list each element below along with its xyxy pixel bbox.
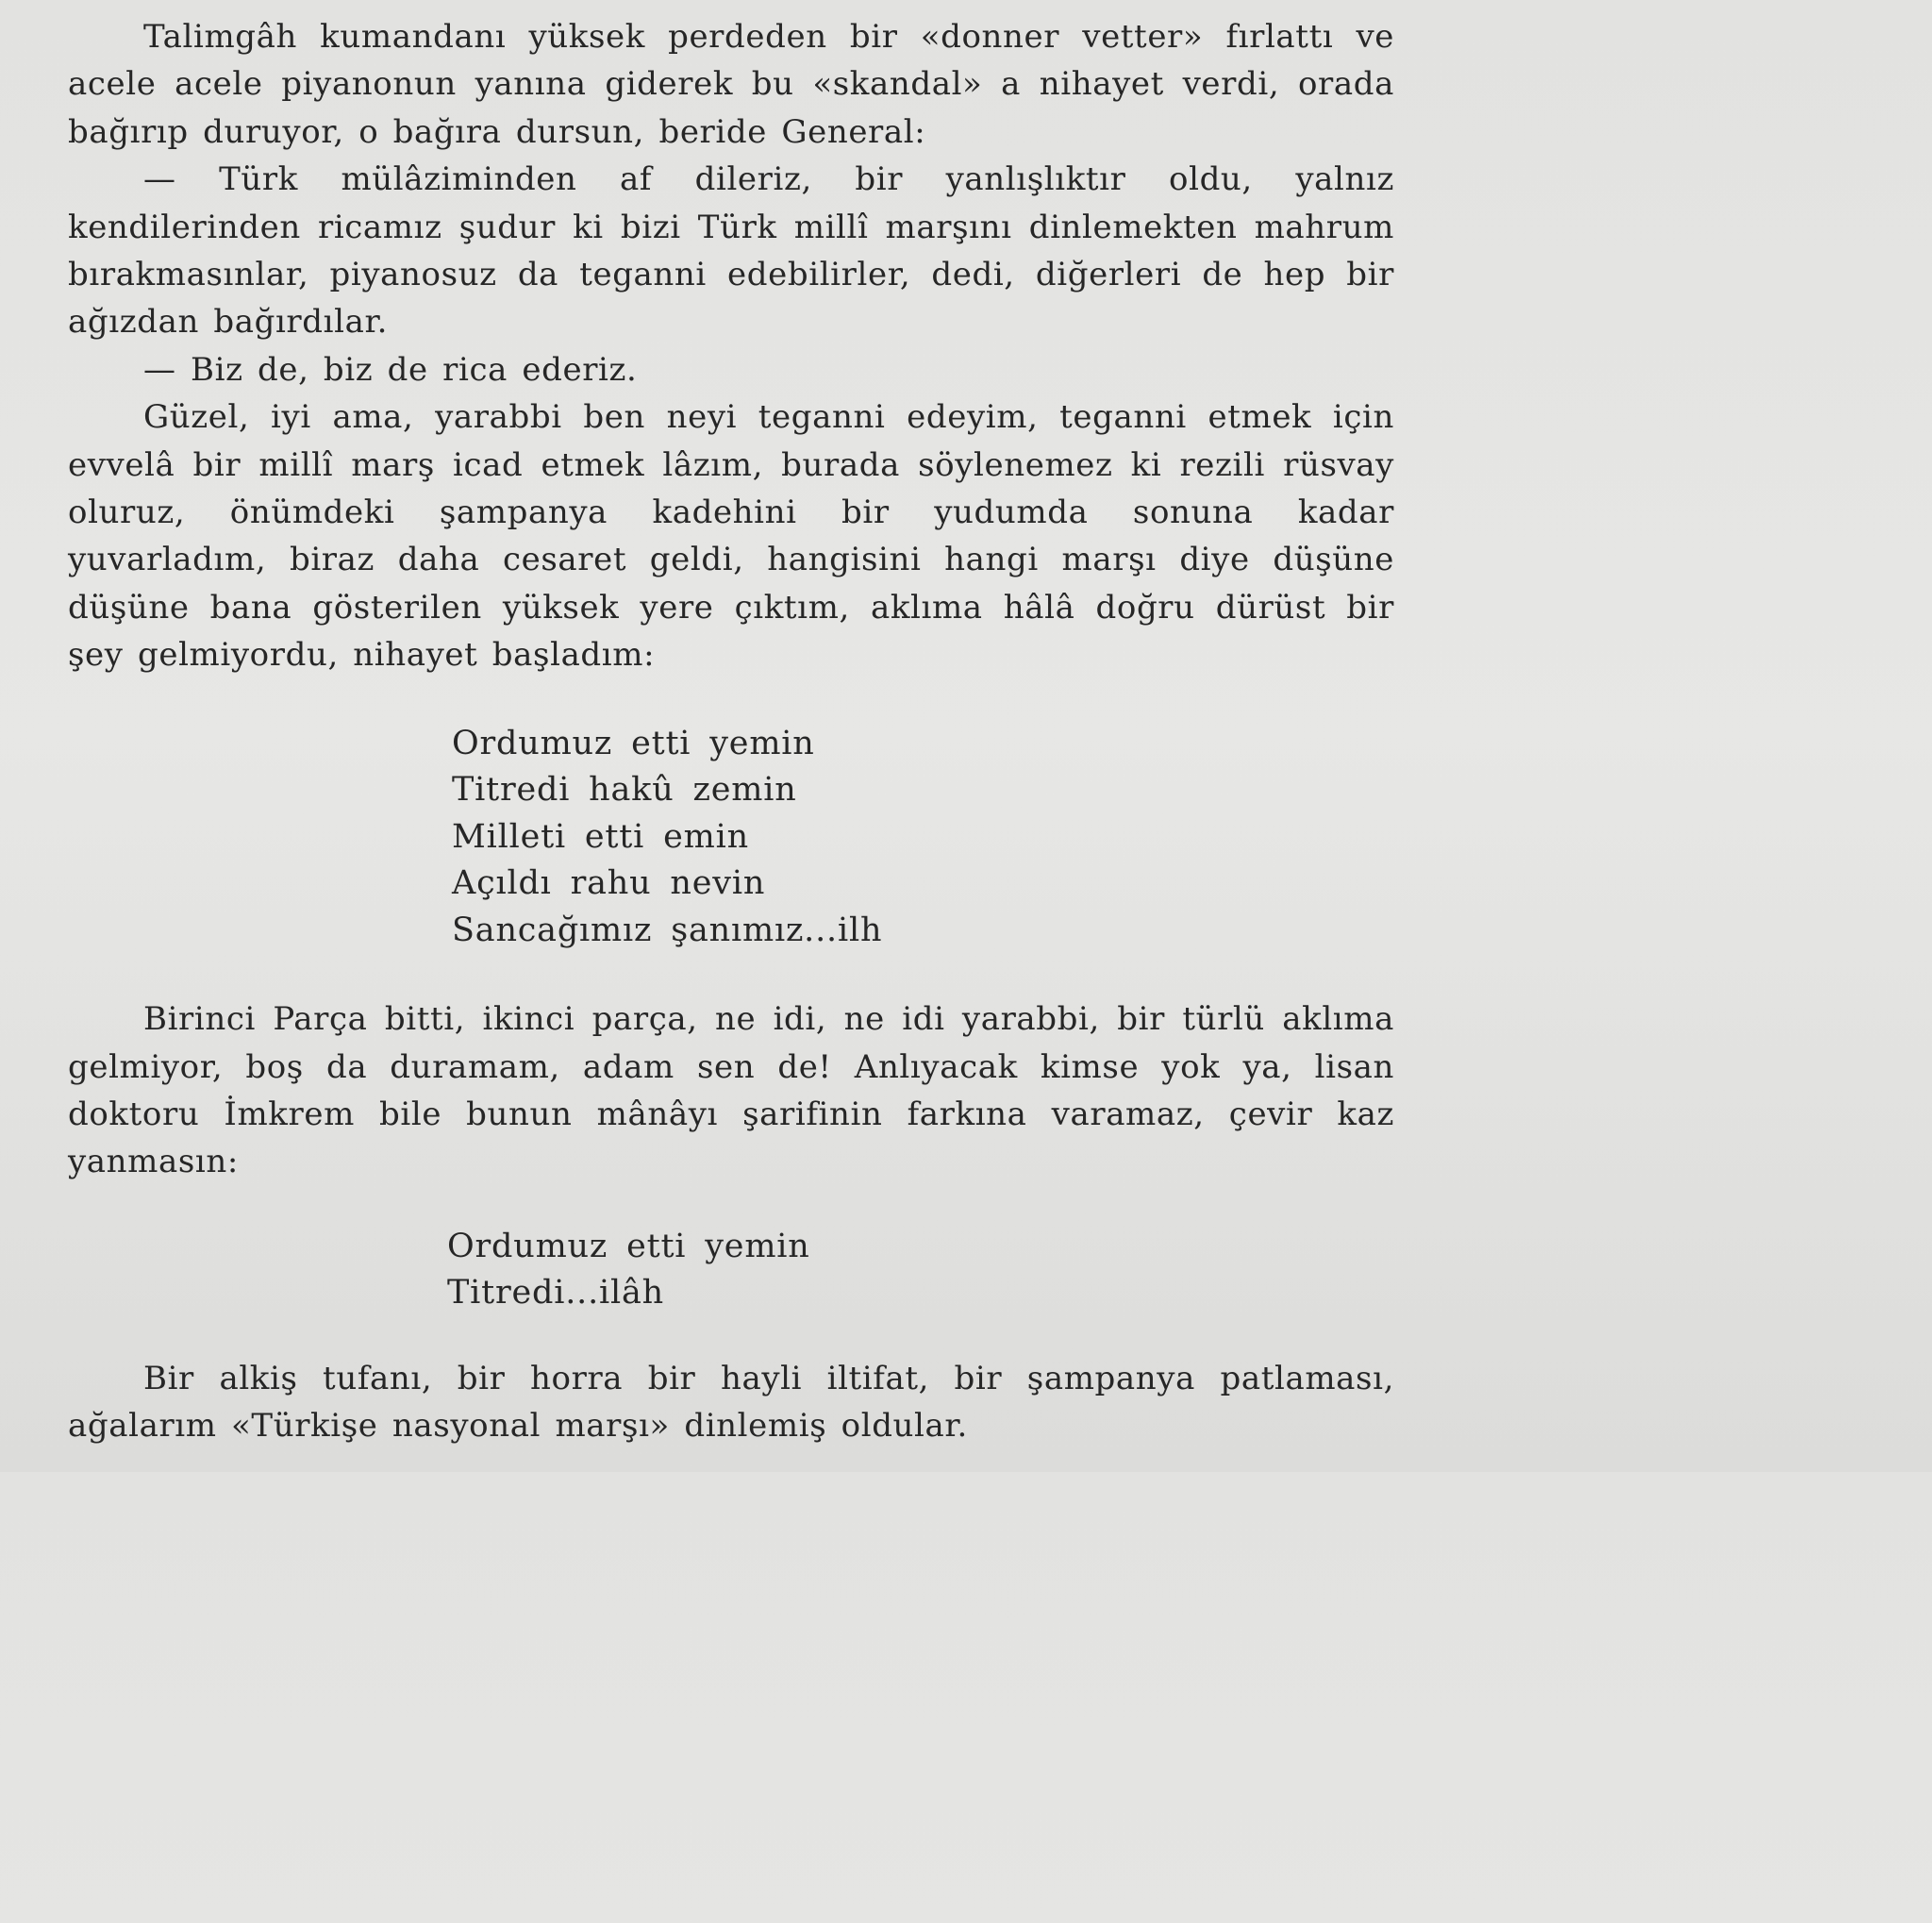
verse-line: Ordumuz etti yemin xyxy=(452,724,815,762)
verse-block-first xyxy=(452,721,1394,955)
paragraph-commander-outburst: Talimgâh kumandanı yüksek perdeden bir «donner vetter» fırlattı ve acele acele piyanonun yanına giderek bu «skandal» a nihayet verdi, orada bağırıp duruyor, o bağıra dursun, beride General: xyxy=(68,18,1394,151)
verse-line: Sancağımız şanımız...ilh xyxy=(452,911,883,949)
paragraph-second-part: Birinci Parça bitti, ikinci parça, ne idi, ne idi yarabbi, bir türlü aklıma gelmiyor, boş da duramam, adam sen de! Anlıyacak kimse yok ya, lisan doktoru İmkrem bile bunun mânâyı şarifinin farkına varamaz, çevir kaz yanmasın: xyxy=(68,1000,1394,1181)
paragraph-narrator-improvises: Güzel, iyi ama, yarabbi ben neyi teganni edeyim, teganni etmek için evvelâ bir millî marş icad etmek lâzım, burada söylenemez ki rezili rüsvay oluruz, önümdeki şampanya kadehini bir yudumda sonuna kadar yuvarladım, biraz daha cesaret geldi, hangisini hangi marşı diye düşüne düşüne bana gösterilen yüksek yere çıktım, aklıma hâlâ doğru dürüst bir şey gelmiyordu, nihayet başladım: xyxy=(68,398,1394,675)
verse-block-second xyxy=(447,1224,1394,1317)
verse-line: Milleti etti emin xyxy=(452,817,749,856)
paragraph-general-request: — Türk mülâziminden af dileriz, bir yanlışlıktır oldu, yalnız kendilerinden ricamız şudur ki bizi Türk millî marşını dinlemekten mahrum bırakmasınlar, piyanosuz da teganni edebilirler, dedi, diğerleri de hep bir ağızdan bağırdılar. xyxy=(68,160,1394,342)
verse-line: Açıldı rahu nevin xyxy=(452,864,766,903)
paragraph-closing: Bir alkiş tufanı, bir horra bir hayli iltifat, bir şampanya patlaması, ağalarım «Türkişe nasyonal marşı» dinlemiş oldular. xyxy=(68,1359,1394,1446)
verse-line: Titredi...ilâh xyxy=(447,1274,665,1313)
text-column xyxy=(68,13,1394,1450)
verse-line: Titredi hakû zemin xyxy=(452,771,797,810)
verse-line: Ordumuz etti yemin xyxy=(447,1227,810,1265)
paragraph-others-request: — Biz de, biz de rica ederiz. xyxy=(143,350,638,389)
